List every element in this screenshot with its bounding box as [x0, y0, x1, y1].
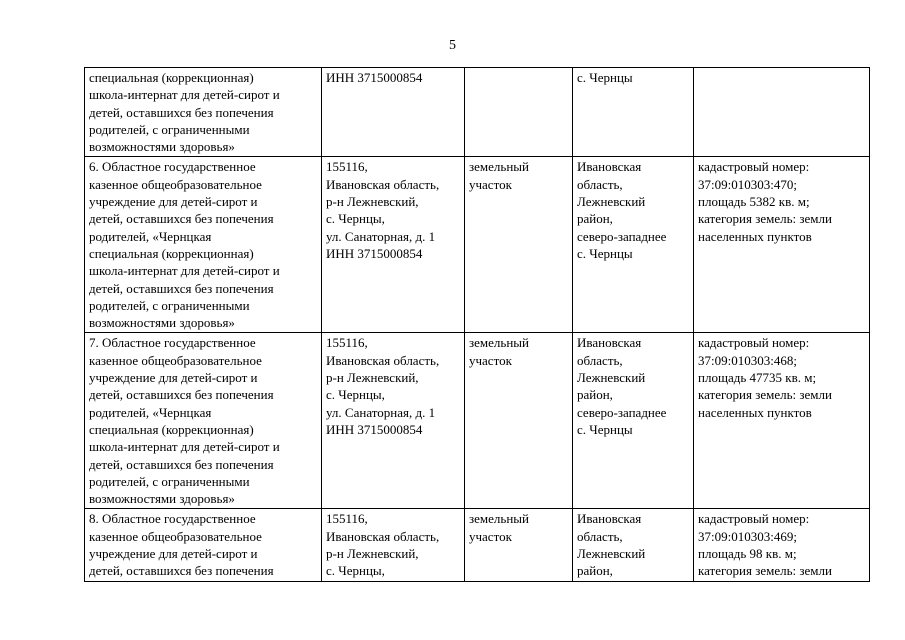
address-cell — [322, 157, 465, 333]
location-cell — [573, 333, 694, 509]
address-cell — [322, 509, 465, 581]
address-cell — [322, 333, 465, 509]
details-cell — [694, 68, 870, 157]
location-text: Ивановская область, Лежневский район, — [577, 511, 646, 579]
object-type-cell — [465, 509, 573, 581]
location-text: Ивановская область, Лежневский район, северо-западнее с. Чернцы — [577, 159, 667, 261]
details-text: кадастровый номер: 37:09:010303:469; площадь 98 кв. м; категория земель: земли — [698, 511, 832, 579]
organization-text: 7. Областное государственное казенное общеобразовательное учреждение для детей-сирот и детей, оставшихся без попечения родителей, «Чернцкая специальная (коррекционная) школа-интернат для детей-сирот и детей, оставшихся без попечения родителей, с ограниченными возможностями здоровья» — [89, 335, 280, 507]
details-cell — [694, 509, 870, 581]
details-cell — [694, 333, 870, 509]
object-type-text: земельный участок — [469, 159, 529, 192]
organization-cell — [85, 157, 322, 333]
object-type-cell — [465, 333, 573, 509]
details-text: кадастровый номер: 37:09:010303:470; площадь 5382 кв. м; категория земель: земли населенных пунктов — [698, 159, 832, 244]
address-text: 155116, Ивановская область, р-н Лежневский, с. Чернцы, ул. Санаторная, д. 1 ИНН 3715000854 — [326, 335, 440, 437]
location-cell — [573, 68, 694, 157]
property-table — [84, 67, 870, 582]
object-type-text: земельный участок — [469, 511, 529, 544]
organization-text: специальная (коррекционная) школа-интернат для детей-сирот и детей, оставшихся без попечения родителей, с ограниченными возможностями здоровья» — [89, 70, 280, 155]
object-type-cell — [465, 157, 573, 333]
table-row — [85, 509, 870, 581]
address-text: ИНН 3715000854 — [326, 70, 423, 85]
location-text: Ивановская область, Лежневский район, северо-западнее с. Чернцы — [577, 335, 667, 437]
location-cell — [573, 509, 694, 581]
page-number: 5 — [449, 38, 456, 53]
organization-text: 6. Областное государственное казенное общеобразовательное учреждение для детей-сирот и детей, оставшихся без попечения родителей, «Чернцкая специальная (коррекционная) школа-интернат для детей-сирот и детей, оставшихся без попечения родителей, с ограниченными возможностями здоровья» — [89, 159, 280, 331]
organization-cell — [85, 68, 322, 157]
location-cell — [573, 157, 694, 333]
location-text: с. Чернцы — [577, 70, 633, 85]
organization-cell — [85, 509, 322, 581]
table-row — [85, 68, 870, 157]
address-cell — [322, 68, 465, 157]
details-cell — [694, 157, 870, 333]
address-text: 155116, Ивановская область, р-н Лежневский, с. Чернцы, ул. Санаторная, д. 1 ИНН 3715000854 — [326, 159, 440, 261]
table-row — [85, 157, 870, 333]
object-type-cell — [465, 68, 573, 157]
organization-text: 8. Областное государственное казенное общеобразовательное учреждение для детей-сирот и детей, оставшихся без попечения — [89, 511, 274, 579]
table-row — [85, 333, 870, 509]
object-type-text: земельный участок — [469, 335, 529, 368]
details-text: кадастровый номер: 37:09:010303:468; площадь 47735 кв. м; категория земель: земли населенных пунктов — [698, 335, 832, 420]
address-text: 155116, Ивановская область, р-н Лежневский, с. Чернцы, — [326, 511, 440, 579]
organization-cell — [85, 333, 322, 509]
